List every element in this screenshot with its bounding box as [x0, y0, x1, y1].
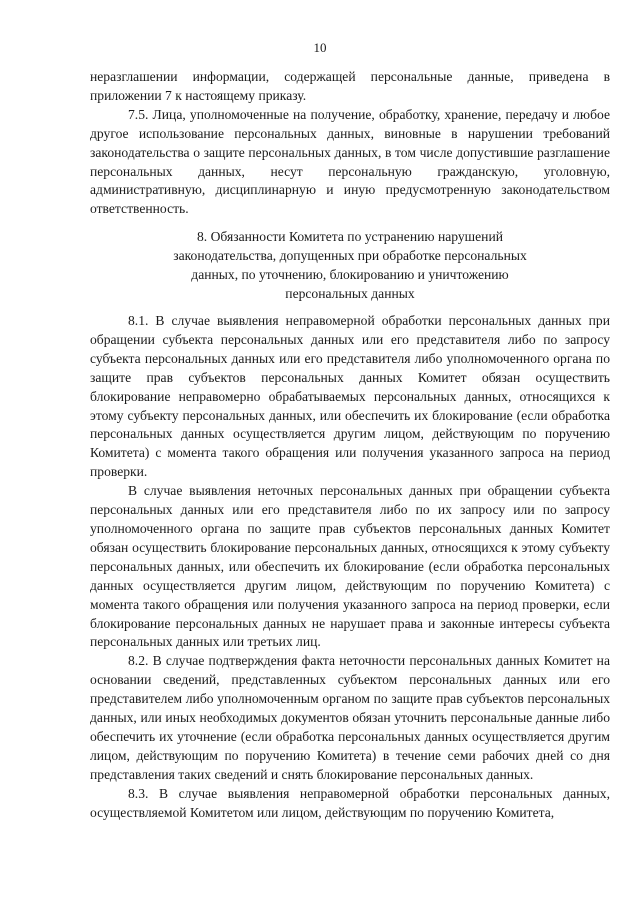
paragraph-8-1-b: В случае выявления неточных персональных данных при обращении субъекта персональных данных или его представителя либо по их запросу или по запросу уполномоченного органа по защите прав субъектов персональных данных Комитет обязан осуществить блокирование персональных данных, относящихся к этому субъекту персональных данных, или обеспечить их блокирование (если обработка персональных данных осуществляется другим лицом, действующим по поручению Комитета) с момента такого обращения или получения указанного запроса на период проверки, если блокирование персональных данных не нарушает права и законные интересы субъекта персональных данных или третьих лиц.: [90, 483, 610, 650]
section-8-heading: [90, 228, 610, 304]
section-heading-line: 8. Обязанности Комитета по устранению нарушений: [197, 229, 503, 244]
paragraph-continuation: неразглашении информации, содержащей персональные данные, приведена в приложении 7 к настоящему приказу.: [90, 69, 610, 103]
section-heading-line: законодательства, допущенных при обработке персональных: [173, 247, 527, 263]
section-heading-line: данных, по уточнению, блокированию и уничтожению: [191, 266, 509, 282]
section-8-body: [90, 312, 610, 822]
paragraph-7-5: 7.5. Лица, уполномоченные на получение, обработку, хранение, передачу и любое другое использование персональных данных, виновные в нарушении требований законодательства о защите персональных данных, в том числе допустившие разглашение персональных данных, несут персональную гражданскую, уголовную, административную, дисциплинарную и иную предусмотренную законодательством ответственность.: [90, 106, 610, 217]
section-heading-line: персональных данных: [285, 285, 415, 301]
paragraph-8-2: 8.2. В случае подтверждения факта неточности персональных данных Комитет на основании сведений, представленных субъектом персональных данных или его представителем либо уполномоченным органом по защите прав субъектов персональных данных, или иных необходимых документов обязан уточнить персональные данные либо обеспечить их уточнение (если обработка персональных данных осуществляется другим лицом, действующим по поручению Комитета) в течение семи рабочих дней со дня представления таких сведений и снять блокирование персональных данных.: [90, 653, 610, 782]
paragraph-8-1: 8.1. В случае выявления неправомерной обработки персональных данных при обращении субъекта персональных данных или его представителя либо по запросу субъекта персональных данных или его представителя либо уполномоченного органа по защите прав субъектов персональных данных Комитет обязан осуществить блокирование неправомерно обрабатываемых персональных данных, относящихся к этому субъекту персональных данных, или обеспечить их блокирование (если обработка персональных данных осуществляется другим лицом, действующим по поручению Комитета) с момента такого обращения или получения указанного запроса на период проверки.: [90, 313, 610, 480]
top-text-block: [90, 68, 610, 219]
paragraph-8-3: 8.3. В случае выявления неправомерной обработки персональных данных, осуществляемой Комитетом или лицом, действующим по поручению Комитета,: [90, 785, 610, 820]
page-number: 10: [313, 40, 327, 55]
